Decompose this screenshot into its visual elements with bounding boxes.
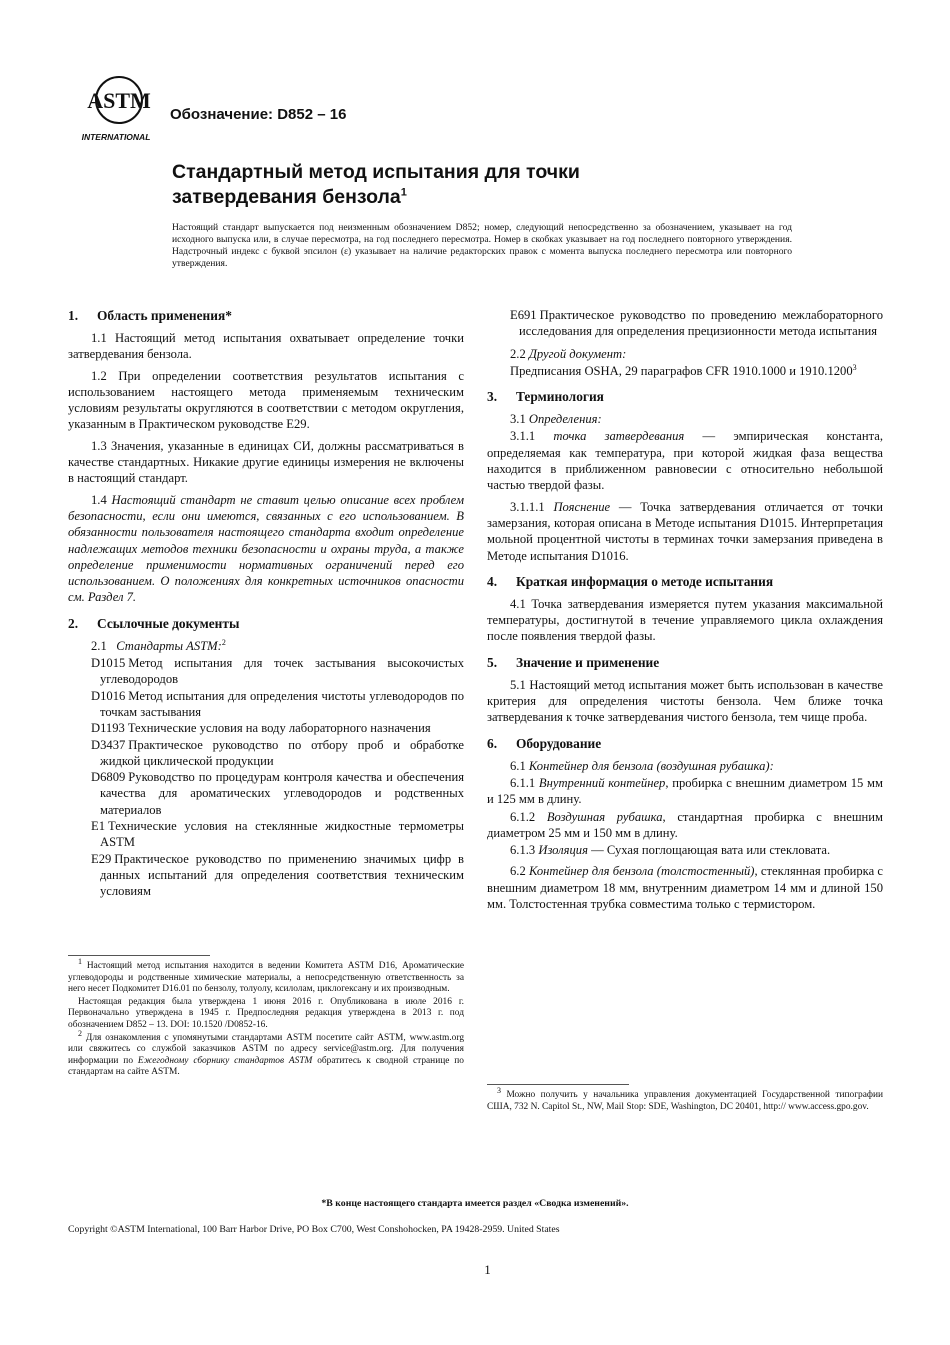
paragraph-4-1: 4.1 Точка затвердевания измеряется путем указания максимальной температуры, достигнутой в течение управляемого цикла охлаждения после появления твердой фазы. [487,596,883,644]
reference-item: E691 Практическое руководство по проведению межлабораторного исследования для определения прецизионности метода испытания [510,308,883,339]
section-4-heading: 4. Краткая информация о методе испытания [487,573,774,589]
paragraph-1-1: 1.1 Настоящий метод испытания охватывает определение точки затвердевания бензола. [68,331,464,362]
paragraph-2-2: 2.2 Другой документ: [510,346,627,361]
intro-paragraph: Настоящий стандарт выпускается под неизменным обозначением D852; номер, следующий непосредственно за обозначением, указывает на год исходного выпуска или, в случае пересмотра, на год последнего пересмотра. Номер в скобках указывает на год последнего повторного утверждения. Надстрочный индекс с буквой эпсилон (ε) указывает на наличие редакторских правок с момента выпуска последнего пересмотра или повторного утверждения. [172,222,792,270]
paragraph-1-2: 1.2 При определении соответствия результатов испытания с использованием настоящего метода применяемым техническим условиям результаты округляются в соответствии с методом округления, указанным в Практическом руководстве E29. [68,368,464,432]
title-footnote-mark: 1 [400,186,407,199]
paragraph-3-1-1: 3.1.1 точка затвердевания — эмпирическая константа, определяемая как температура, при которой жидкая фаза вещества находится в приближенном равновесии с относительно небольшой частью твердой фазы. [487,429,883,493]
paragraph-3-1: 3.1 Определения: [510,412,602,427]
reference-item: D1016 Метод испытания для определения чистоты углеводородов по точкам застывания [91,688,464,719]
summary-of-changes-note: *В конце настоящего стандарта имеется раздел «Сводка изменений». [321,1198,629,1209]
footnote-divider [68,955,210,956]
document-title [172,160,792,210]
section-6-heading: 6. Оборудование [487,735,602,751]
left-column [68,307,464,900]
paragraph-6-2: 6.2 Контейнер для бензола (толстостенный), стеклянная пробирка с внешним диаметром 18 мм, внутренним диаметром 14 мм и длиной 150 мм. Толстостенная трубка совместима только с термистором. [487,864,883,912]
footnote-2: $^2$ Для ознакомления с упомянутыми стандартами ASTM посетите сайт ASTM, www.astm.org или свяжитесь со службой заказчиков ASTM по адресу service@astm.org. Для получения информации по Ежегодному сборнику стандартов ASTM обратитесь к сводной странице по стандартам на сайте ASTM. [68,1028,465,1078]
footnote-3: $^3$ Можно получить у начальника управления документацией Государственной типографии США, 732 N. Capitol St., NW, Mail Stop: SDE, Washington, DC 20401, http:// www.access.gpo.gov. [487,1085,883,1112]
paragraph-1-3: 1.3 Значения, указанные в единицах СИ, должны рассматриваться в качестве стандартных. Никакие другие единицы измерения не включены в настоящий стандарт. [68,438,464,486]
reference-item: E29 Практическое руководство по применению значимых цифр в данных испытаний для определения соответствия техническим условиям [91,851,464,899]
paragraph-6-1: 6.1 Контейнер для бензола (воздушная рубашка): [510,758,774,773]
paragraph-3-1-1-1: 3.1.1.1 Пояснение — Точка затвердевания отличается от точки замерзания, которая описана в Методе испытания D1015. Интерпретация мольной процентной чистоты в терминах точки замерзания приведена в Методе испытания D1016. [487,499,883,563]
title-line-1: Стандартный метод испытания для точки [172,161,580,183]
reference-item: D6809 Руководство по процедурам контроля качества и обеспечения качества для ароматических углеводородов и родственных материалов [91,770,464,817]
designation: Обозначение: D852 – 16 [170,106,347,123]
section-1-heading: 1. Область применения* [68,308,232,323]
logo-subtext: INTERNATIONAL [81,132,151,142]
osha-reference: Предписания OSHA, 29 параграфов CFR 1910.1000 и 1910.1200$^3$ [510,362,857,378]
footnotes-left [68,955,464,1080]
footnote-1: $^1$ Настоящий метод испытания находится в ведении Комитета ASTM D16, Ароматические углеводороды и родственные химические материалы, а непосредственную ответственность за него несет Подкомитет D16.01 по бензолу, толуолу, ксилолам, циклогексану и их производным. [68,956,464,995]
astm-reference-list [68,655,464,899]
page-number: 1 [484,1262,491,1277]
section-5-heading: 5. Значение и применение [487,654,660,670]
footnotes-right [487,1084,883,1114]
section-3-heading: 3. Терминология [487,389,604,405]
astm-logo [78,76,160,144]
reference-item: D1193 Технические условия на воду лабораторного назначения [91,721,431,736]
copyright-line: Copyright ©ASTM International, 100 Barr Harbor Drive, PO Box C700, West Conshohocken, PA 19428-2959. United States [68,1224,560,1235]
reference-item: D3437 Практическое руководство по отбору проб и обработке жидкой циклической продукции [91,737,464,768]
paragraph-6-1-1: 6.1.1 Внутренний контейнер, пробирка с внешним диаметром 15 мм и 125 мм в длину. [487,775,883,807]
astm-reference-list-cont [487,307,883,340]
paragraph-6-1-3: 6.1.3 Изоляция — Сухая поглощающая вата или стекловата. [510,843,831,858]
paragraph-5-1: 5.1 Настоящий метод испытания может быть использован в качестве критерия для определения чистоты бензола. Чем ближе точка затвердевания к точке затвердевания чистого бензола, тем чище проба. [487,677,883,725]
reference-item: D1015 Метод испытания для точек застывания высокочистых углеводородов [91,656,464,687]
astm-logo-graphic [78,76,160,144]
logo-text: ASTM [87,88,151,113]
title-line-2: затвердевания бензола [172,186,401,208]
footnote-1-approval: Настоящая редакция была утверждена 1 июня 2016 г. Опубликована в июле 2016 г. Первоначально утверждена в 1945 г. Предпоследняя редакция утверждена в 2013 г. под обозначением D852 – 13. DOI: 10.1520 /D0852-16. [68,996,464,1030]
section-2-heading: 2. Ссылочные документы [68,615,240,631]
paragraph-2-1: 2.1 Стандарты ASTM:$^2$ [91,637,226,653]
right-column [487,307,883,917]
reference-item: E1 Технические условия на стеклянные жидкостные термометры ASTM [91,819,464,850]
footnote-divider [487,1084,629,1085]
paragraph-6-1-2: 6.1.2 Воздушная рубашка, стандартная пробирка с внешним диаметром 25 мм и 150 мм в длину. [487,809,883,840]
paragraph-1-4: 1.4 Настоящий стандарт не ставит целью описание всех проблем безопасности, если они имеются, связанных с его использованием. В обязанности пользователя настоящего стандарта входит определение надлежащих методов техники безопасности и охраны труда, а также определение применимости нормативных ограничений перед его использованием. О положениях для конкретных источников опасности см. Раздел 7. [68,492,464,605]
